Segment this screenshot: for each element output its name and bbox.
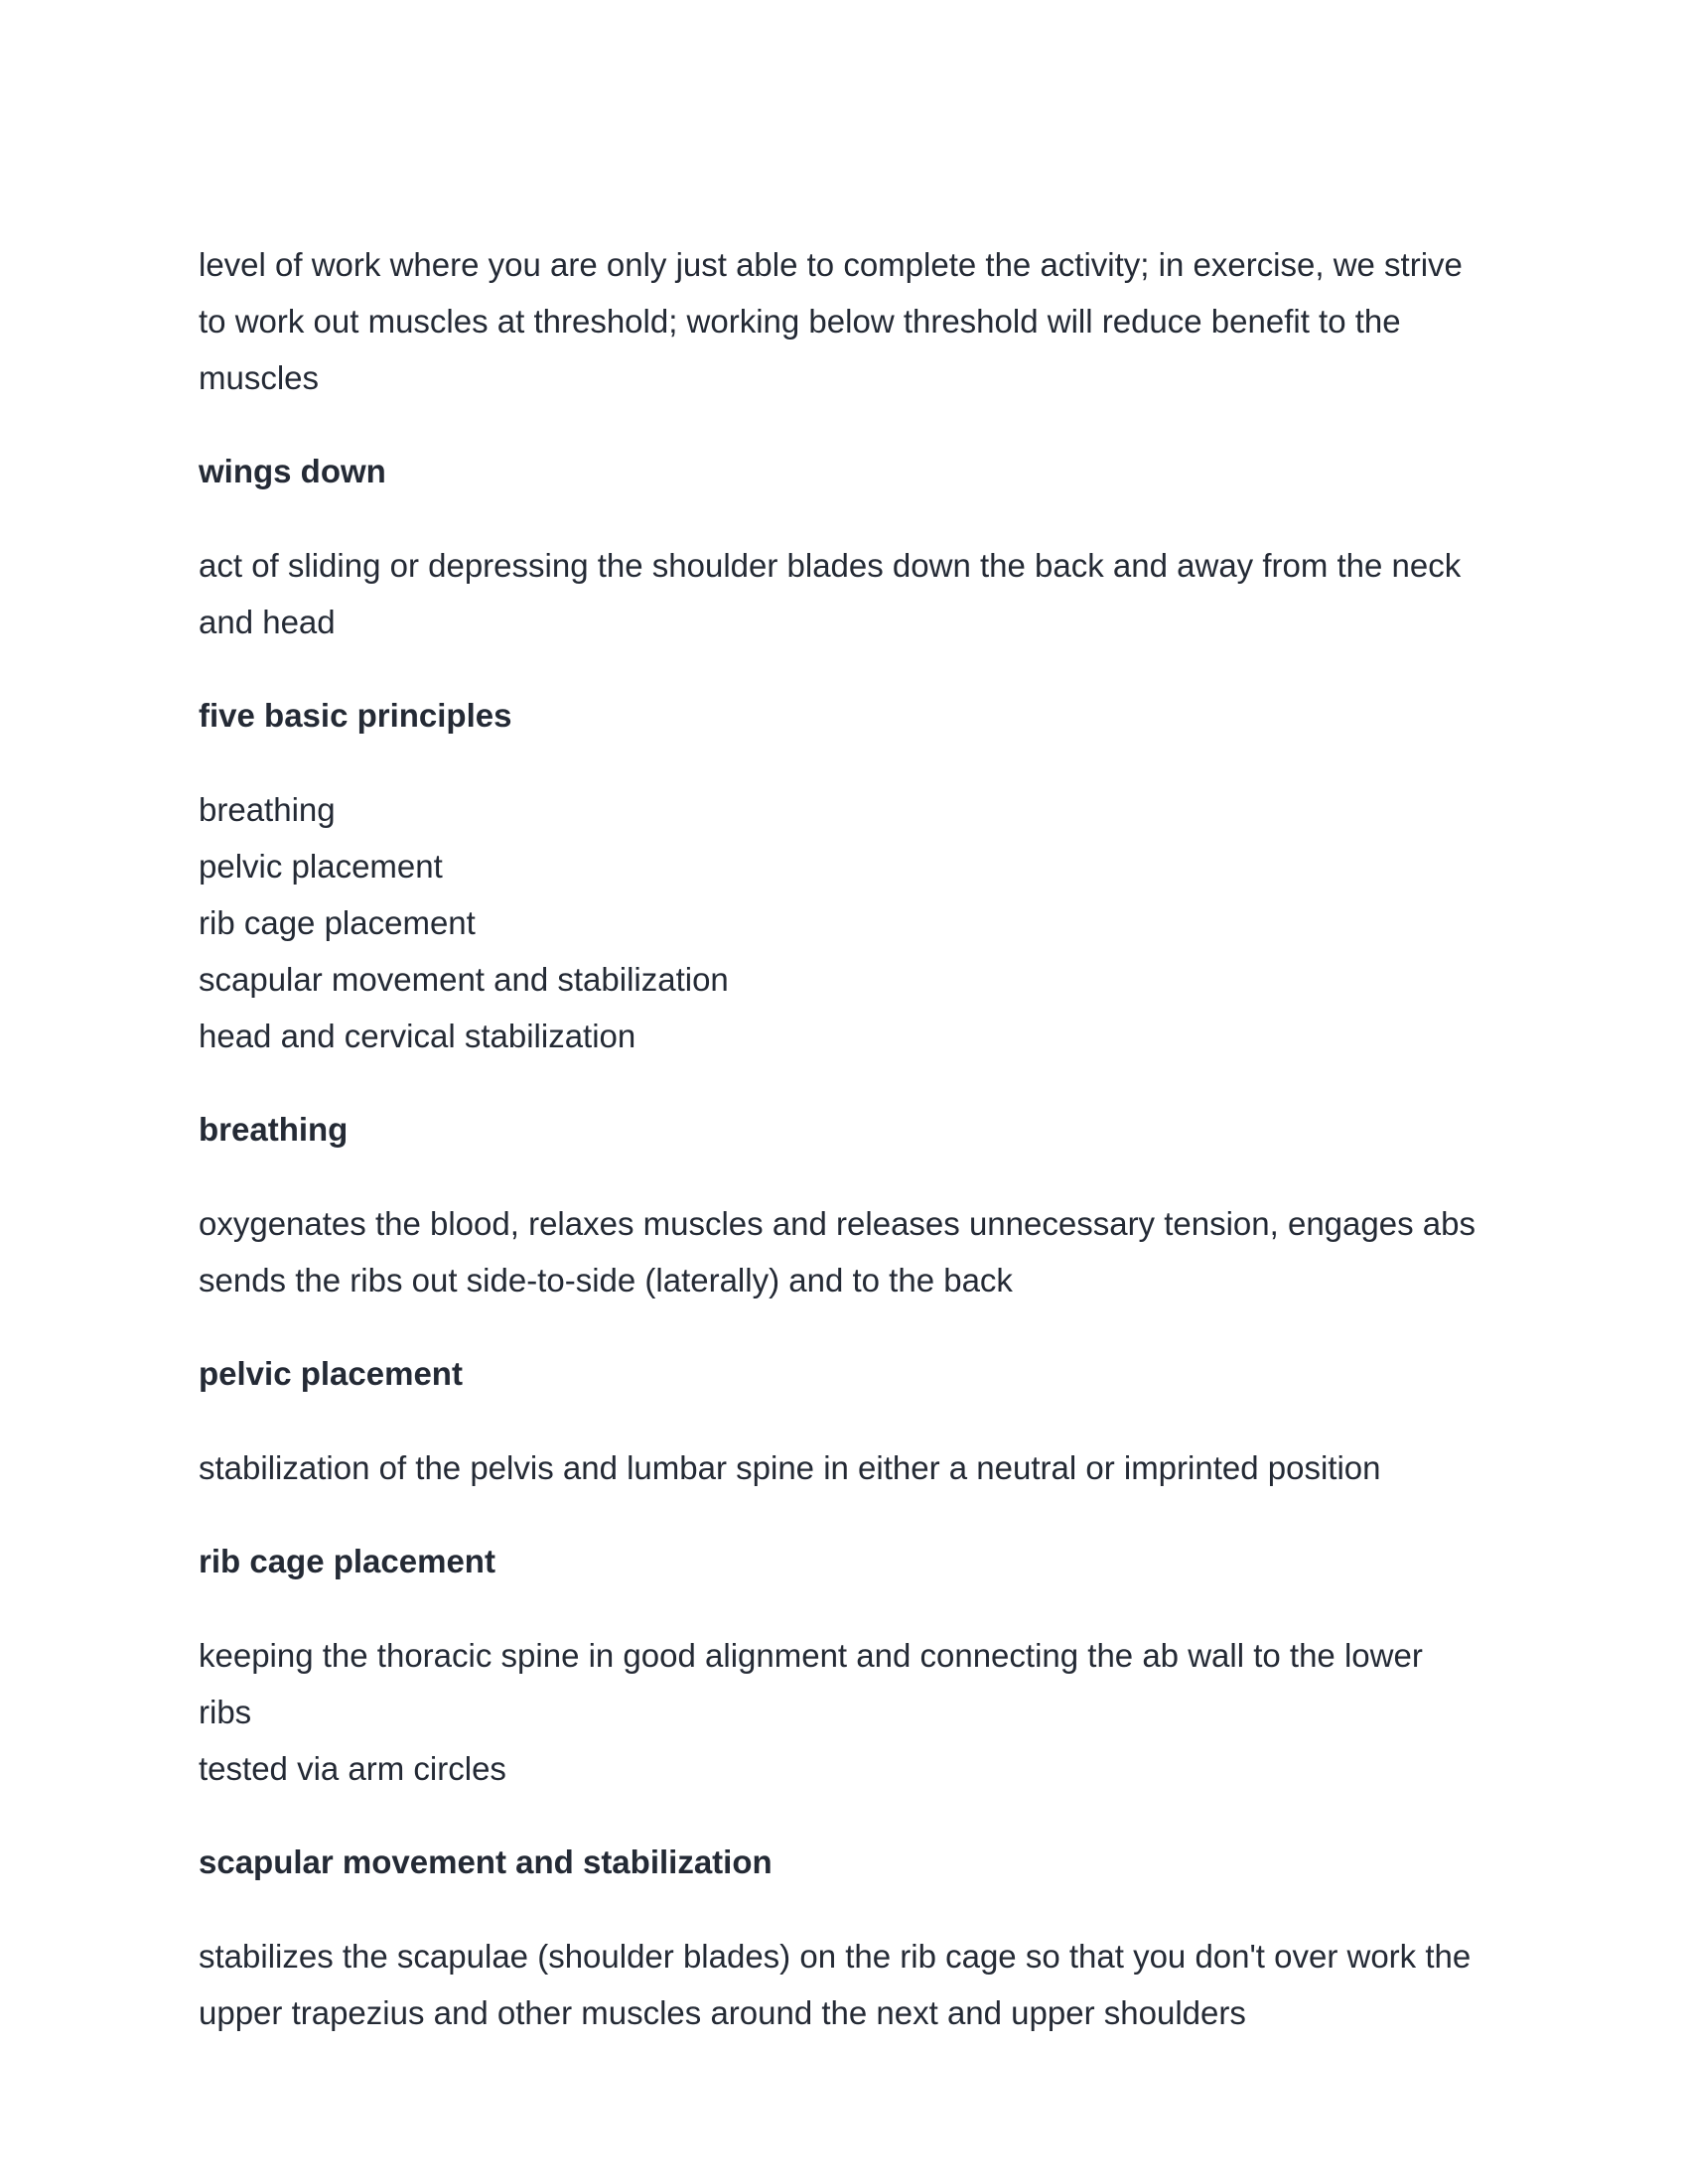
definition-line: rib cage placement bbox=[199, 904, 476, 941]
definition-line: head and cervical stabilization bbox=[199, 1018, 636, 1054]
definition-line: act of sliding or depressing the shoulder blades down the back and away from the neck bbox=[199, 547, 1462, 584]
definition-line: stabilizes the scapulae (shoulder blades) on the rib cage so that you don't over work the bbox=[199, 1938, 1472, 1975]
definition-line: keeping the thoracic spine in good alignment and connecting the ab wall to the lower bbox=[199, 1637, 1423, 1674]
definition-breathing bbox=[199, 1154, 1489, 1308]
term-breathing: breathing bbox=[199, 1111, 349, 1148]
definition-five-basic-principles bbox=[199, 740, 1489, 1064]
definition-line: sends the ribs out side-to-side (laterally) and to the back bbox=[199, 1262, 1013, 1298]
definition-scapular-movement bbox=[199, 1886, 1489, 2041]
definition-rib-cage-placement bbox=[199, 1585, 1489, 1797]
definition-line: level of work where you are only just able to complete the activity; in exercise, we strive bbox=[199, 246, 1463, 283]
definition-wings-down bbox=[199, 495, 1489, 650]
definition-line: scapular movement and stabilization bbox=[199, 961, 729, 998]
term-five-basic-principles: five basic principles bbox=[199, 697, 512, 734]
definition-threshold bbox=[199, 195, 1489, 406]
definition-line: stabilization of the pelvis and lumbar spine in either a neutral or imprinted position bbox=[199, 1449, 1381, 1486]
definition-line: muscles bbox=[199, 359, 320, 396]
definition-line: pelvic placement bbox=[199, 848, 443, 885]
term-rib-cage-placement: rib cage placement bbox=[199, 1543, 495, 1579]
definition-line: breathing bbox=[199, 791, 336, 828]
term-wings-down: wings down bbox=[199, 453, 386, 489]
definition-line: upper trapezius and other muscles around the next and upper shoulders bbox=[199, 1994, 1246, 2031]
term-pelvic-placement: pelvic placement bbox=[199, 1355, 463, 1392]
definition-pelvic-placement bbox=[199, 1398, 1489, 1496]
definition-line: tested via arm circles bbox=[199, 1750, 506, 1787]
definition-line: to work out muscles at threshold; working below threshold will reduce benefit to the bbox=[199, 303, 1401, 340]
definition-line: oxygenates the blood, relaxes muscles and releases unnecessary tension, engages abs bbox=[199, 1205, 1476, 1242]
term-scapular-movement: scapular movement and stabilization bbox=[199, 1843, 773, 1880]
definition-line: and head bbox=[199, 604, 336, 640]
definition-line: ribs bbox=[199, 1694, 252, 1730]
